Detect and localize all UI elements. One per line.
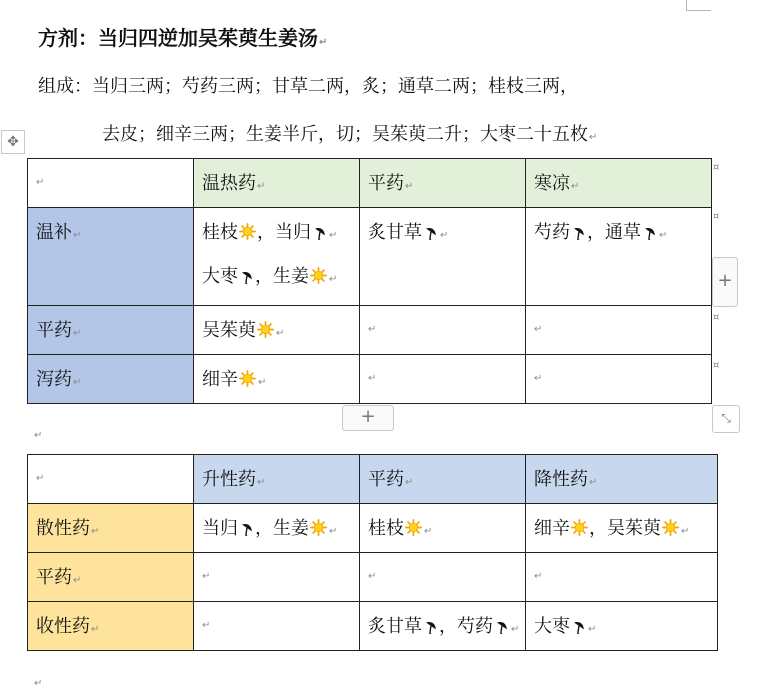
row-label-cell[interactable]: 平药↵	[28, 306, 194, 355]
herb-name: 桂枝	[368, 518, 404, 539]
table-cell[interactable]	[526, 208, 712, 306]
table-cell[interactable]: ↵	[194, 602, 360, 651]
paragraph-mark: ↵	[659, 230, 668, 241]
herb-name: 大枣	[202, 266, 238, 287]
sun-icon	[662, 518, 679, 539]
table-cell[interactable]	[360, 602, 526, 651]
page-title: 方剂：当归四逆加吴茱萸生姜汤↵	[38, 26, 328, 50]
row-label-cell[interactable]: 温补↵	[28, 208, 194, 306]
paragraph-mark: ↵	[424, 526, 433, 537]
table-cell[interactable]	[360, 208, 526, 306]
herb-name: ，生姜	[255, 518, 309, 539]
herb-name: 芍药	[534, 222, 570, 243]
table-cell[interactable]	[526, 504, 718, 553]
composition-line-1: 组成：当归三两；芍药三两；甘草二两，炙；通草二两；桂枝三两，	[38, 76, 578, 97]
paragraph-mark: ↵	[329, 274, 338, 285]
umbrella-icon	[239, 518, 254, 539]
umbrella-icon	[239, 266, 254, 287]
umbrella-icon	[571, 616, 586, 637]
row-label-cell[interactable]: 散性药↵	[28, 504, 194, 553]
herb-name: 吴茱萸	[202, 320, 256, 341]
herb-name: ，芍药	[439, 616, 493, 637]
row-label-cell[interactable]: 平药↵	[28, 553, 194, 602]
umbrella-icon	[642, 222, 657, 243]
paragraph-mark: ↵	[258, 377, 267, 388]
row-end-mark: ¤	[713, 211, 720, 222]
table-resize-handle[interactable]: ⤡	[712, 405, 740, 433]
sun-icon	[310, 518, 327, 539]
table-cell[interactable]	[194, 504, 360, 553]
table-corner-cell[interactable]: ↵	[28, 159, 194, 208]
table-cell[interactable]: ↵	[360, 355, 526, 404]
paragraph-mark: ↵	[34, 430, 43, 441]
herb-name: ，吴茱萸	[589, 518, 661, 539]
table-cell[interactable]: ↵	[360, 306, 526, 355]
herb-name: 炙甘草	[368, 616, 422, 637]
property-table-lift-lower	[27, 454, 718, 651]
add-row-button[interactable]: +	[342, 405, 394, 431]
sun-icon	[405, 518, 422, 539]
table-cell[interactable]	[194, 306, 360, 355]
sun-icon	[310, 266, 327, 287]
row-end-mark: ¤	[713, 360, 720, 371]
sun-icon	[571, 518, 588, 539]
herb-name: ，当归	[257, 222, 311, 243]
paragraph-mark: ↵	[329, 526, 338, 537]
header-cell[interactable]: 平药↵	[360, 159, 526, 208]
umbrella-icon	[312, 222, 327, 243]
property-table-warm-cool	[27, 158, 712, 404]
table-cell[interactable]: ↵	[526, 553, 718, 602]
table-cell[interactable]: ↵	[360, 553, 526, 602]
umbrella-icon	[571, 222, 586, 243]
paragraph-mark: ↵	[34, 678, 43, 689]
umbrella-icon	[494, 616, 509, 637]
table-cell[interactable]	[526, 602, 718, 651]
herb-name: 当归	[202, 518, 238, 539]
herb-name: ，生姜	[255, 266, 309, 287]
composition-line-2: 去皮；细辛三两；生姜半斤，切；吴茱萸二升；大枣二十五枚↵	[102, 124, 598, 145]
paragraph-mark: ↵	[276, 328, 285, 339]
page-corner-marker	[686, 0, 711, 11]
table-corner-cell[interactable]: ↵	[28, 455, 194, 504]
row-label-cell[interactable]: 泻药↵	[28, 355, 194, 404]
herb-name: 炙甘草	[368, 222, 422, 243]
table-cell[interactable]: ↵	[526, 306, 712, 355]
umbrella-icon	[423, 222, 438, 243]
row-end-mark: ¤	[713, 162, 720, 173]
header-cell[interactable]: 升性药↵	[194, 455, 360, 504]
sun-icon	[257, 320, 274, 341]
header-cell[interactable]: 降性药↵	[526, 455, 718, 504]
paragraph-mark: ↵	[329, 230, 338, 241]
add-column-button[interactable]: +	[712, 257, 738, 307]
table-cell[interactable]: ↵	[194, 553, 360, 602]
herb-name: ，通草	[587, 222, 641, 243]
table-cell[interactable]	[194, 355, 360, 404]
row-end-mark: ¤	[713, 312, 720, 323]
herb-name: 大枣	[534, 616, 570, 637]
header-cell[interactable]: 平药↵	[360, 455, 526, 504]
header-cell[interactable]: 寒凉↵	[526, 159, 712, 208]
header-cell[interactable]: 温热药↵	[194, 159, 360, 208]
herb-name: 细辛	[534, 518, 570, 539]
sun-icon	[239, 222, 256, 243]
paragraph-mark: ↵	[440, 230, 449, 241]
paragraph-mark: ↵	[588, 624, 597, 635]
table-cell[interactable]	[360, 504, 526, 553]
paragraph-mark: ↵	[681, 526, 690, 537]
herb-name: 桂枝	[202, 222, 238, 243]
row-label-cell[interactable]: 收性药↵	[28, 602, 194, 651]
herb-name: 细辛	[202, 369, 238, 390]
paragraph-mark: ↵	[511, 624, 520, 635]
umbrella-icon	[423, 616, 438, 637]
table-cell[interactable]	[194, 208, 360, 306]
sun-icon	[239, 369, 256, 390]
table-move-handle[interactable]: ✥	[1, 130, 25, 154]
table-cell[interactable]: ↵	[526, 355, 712, 404]
